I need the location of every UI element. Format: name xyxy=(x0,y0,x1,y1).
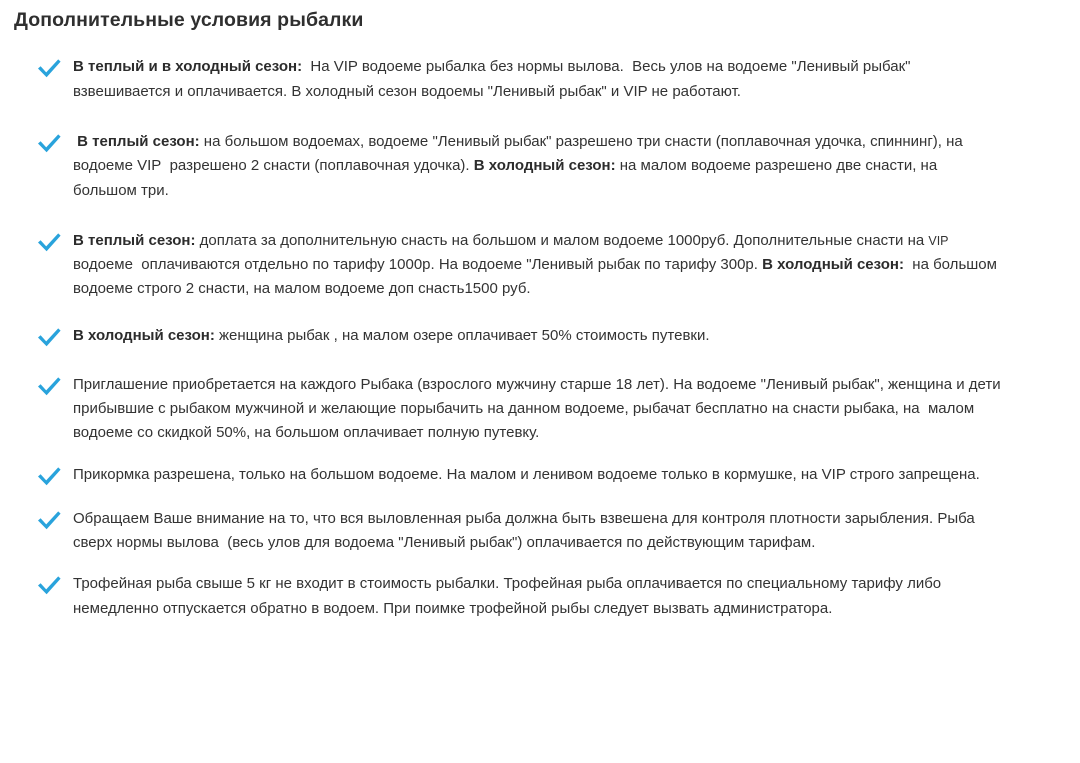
list-item-text: Обращаем Ваше внимание на то, что вся выловленная рыба должна быть взвешена для контроля плотности зарыбления. Рыба сверх нормы вылова (весь улов для водоема "Ленивый рыбак") оплачивается по действующим тарифам. xyxy=(73,509,975,551)
conditions-list xyxy=(0,55,1080,620)
check-icon xyxy=(36,133,62,157)
page-title: Дополнительные условия рыбалки xyxy=(14,9,364,31)
list-item-text: В теплый сезон: доплата за дополнительную снасть на большом и малом водоеме 1000руб. Дополнительные снасти на VIP водоеме оплачиваются отдельно по тарифу 1000р. На водоеме "Ленивый рыбак по тарифу 300р. В холодный сезон: на большом водоеме строго 2 снасти, на малом водоеме доп снасть1500 руб. xyxy=(73,231,997,298)
list-item xyxy=(0,463,1080,490)
list-item-text: Трофейная рыба свыше 5 кг не входит в стоимость рыбалки. Трофейная рыба оплачивается по специальному тарифу либо немедленно отпускается обратно в водоем. При поимке трофейной рыбы следует вызвать администратора. xyxy=(73,575,942,617)
list-item-text: Приглашение приобретается на каждого Рыбака (взрослого мужчину старше 18 лет). На водоеме "Ленивый рыбак", женщина и дети прибывшие с рыбаком мужчиной и желающие порыбачить на данном водоеме, рыбачат бесплатно на снасти рыбака, на малом водоеме со скидкой 50%, на большом оплачивает полную путевку. xyxy=(73,375,1001,442)
list-item xyxy=(0,507,1080,556)
list-item-text: Прикормка разрешена, только на большом водоеме. На малом и ленивом водоеме только в кормушке, на VIP строго запрещена. xyxy=(73,465,980,483)
check-icon xyxy=(36,510,62,534)
list-item xyxy=(0,130,1080,203)
check-icon xyxy=(36,58,62,82)
list-item xyxy=(0,373,1080,446)
check-icon xyxy=(36,376,62,400)
check-icon xyxy=(36,232,62,256)
list-item-text: В теплый и в холодный сезон: На VIP водоеме рыбалка без нормы вылова. Весь улов на водоеме "Ленивый рыбак" взвешивается и оплачивается. В холодный сезон водоемы "Ленивый рыбак" и VIP не работают. xyxy=(73,58,911,100)
list-item xyxy=(0,572,1080,621)
check-icon xyxy=(36,575,62,599)
check-icon xyxy=(36,327,62,351)
list-item-text: В холодный сезон: женщина рыбак , на малом озере оплачивает 50% стоимость путевки. xyxy=(73,326,710,344)
check-icon xyxy=(36,466,62,490)
list-item-text: В теплый сезон: на большом водоемах, водоеме "Ленивый рыбак" разрешено три снасти (поплавочная удочка, спиннинг), на водоеме VIP разрешено 2 снасти (поплавочная удочка). В холодный сезон: на малом водоеме разрешено две снасти, на большом три. xyxy=(73,132,963,199)
list-item xyxy=(0,324,1080,351)
list-item xyxy=(0,229,1080,302)
list-item xyxy=(0,55,1080,104)
